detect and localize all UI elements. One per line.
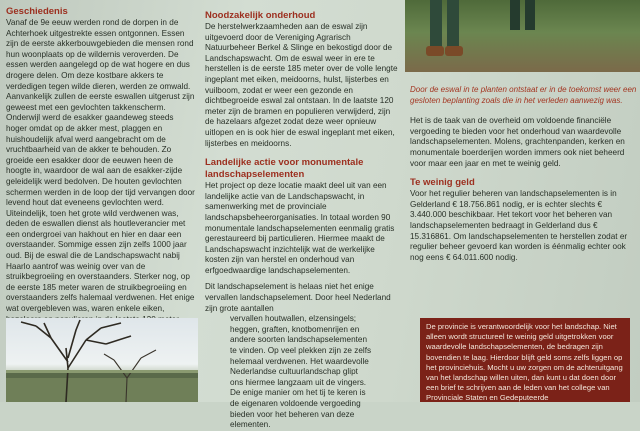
person-leg [447, 0, 459, 50]
government-text: Het is de taak van de overheid om voldoende financiële vergoeding te bieden voor het onderhoud van waardevolle landschapselementen. Molens, grachtenpanden, kerken en monumentale boerderijen worden immers ook niet beheerd voor maar een jaar en met te weinig geld. [410, 116, 625, 168]
person-leg [430, 0, 442, 50]
decay-text-a: Dit landschapselement is helaas niet het enige vervallen landschapselement. Door heel Nederland zijn grote aantallen [205, 282, 391, 313]
person-leg [525, 0, 535, 30]
history-heading: Geschiedenis [6, 6, 68, 17]
maintenance-text: De herstelwerkzaamheden aan de eswal zijn uitgevoerd door de Vereniging Agrarisch Natuurbeheer Berkel & Slinge en bekostigd door de Landschapswacht. Om de eswal weer in ere te herstellen is de eerste 185 meter over de volle lengte ingeplant met eiken, meidoorns, hulst, lijsterbes en vuilboom, zodat er weer een gezonde en dichtbegroeide eswal zal ontstaan. In de laatste 120 meter zijn de bramen en populieren verwijderd, zijn de hazelaars afgezet zodat deze weer opnieuw uitlopen en is ook hier de eswal ingeplant met eiken, lijsterbes en meidoorns. [205, 22, 398, 148]
planting-photo [405, 0, 640, 72]
money-heading: Te weinig geld [410, 177, 475, 189]
maintenance-heading: Noodzakelijk onderhoud [205, 10, 316, 21]
tree-illustration [6, 318, 198, 402]
column-history [6, 6, 196, 346]
photo-caption: Door de eswal in te planten ontstaat er in de toekomst weer een gesloten beplanting zoals die in het verleden aanwezig was. [410, 85, 637, 105]
tree-photo [6, 318, 198, 402]
national-action-text: Het project op deze locatie maakt deel uit van een landelijke actie van de Landschapswacht, in samenwerking met de provinciale landschapsbeheerorganisaties. In totaal worden 90 monumentale landschapselementen eenmalig gratis gerestaureerd bij particulieren. Hiermee maakt de Landschapswacht inzichtelijk wat de werkelijke kosten zijn van herstel en onderhoud van erfgoedwaardige landschapselementen. [205, 181, 395, 275]
province-callout-text: De provincie is verantwoordelijk voor het landschap. Niet alleen wordt structureel te weinig geld uitgetrokken voor waardevolle landschapselementen, de bedragen zijn bovendien te laag. Hierdoor blijft geld soms zelfs liggen op het provinciehuis. Mocht u uw zorgen om de achteruitgang van het landschap willen uiten, dan kunt u dat doen door een brief te schrijven aan de leden van het college van Provinciale Staten en Gedeputeerde [426, 322, 623, 403]
boot [445, 46, 463, 56]
column-money [410, 85, 638, 263]
national-action-heading: Landelijke actie voor monumentale landschapselementen [205, 157, 364, 181]
column-maintenance [205, 10, 400, 431]
history-text: Vanaf de 9e eeuw werden rond de dorpen in de Achterhoek uitgestrekte essen ontgonnen. Essen zijn de eerste akkerbouwgebieden die mensen rond hun woonplaats op de wildernis veroverden. De essen werden aangelegd op de wat hogere en dus drogere delen. Om deze kostbare akkers te verdedigen tegen wilde dieren, werden ze omwald. Aanvankelijk zullen de eerste eswallen uitgerust zijn geweest met een gevlochten takkenscherm. Onderwijl werd de esakker gaandeweg steeds hoger omdat op de akker mest, plaggen en huishoudelijk afval werd aangebracht om de vruchtbaarheid van de akker te behouden. Zo groeide een esakker door de eeuwen heen de hoogte in, waardoor de wal aan de esakker-zijde geleidelijk werd bedolven. De houten gevlochten schermen werden in de loop der tijd vervangen door levend hout dat eveneens gevlochten werd. Uiteindelijk, toen het grote wild verdwenen was, deden de eswallen dienst als houtleverancier met een ondergroei van hakhout en hier en daar een overstaander. Sommige essen zijn zelfs 1000 jaar oud. Bij de eswal die de Landschapswacht nabij Haarlo aantrof was weinig over van de struikbegroeiing en overstaanders. Sterker nog, op de eerste 185 meter waren de struikbegroeiing en overstaanders zelfs halemaal verdwenen. Het enige wat overgebleven was, waren enkele eiken, [6, 18, 195, 314]
money-text: Voor het regulier beheren van landschapselementen is in Gelderland € 18.756.861 nodig, er is echter slechts € 3.440.000 beschikbaar. Het tekort voor het beheren van landschapselementen bedraagt in Gelderland dus € 15.316861. Om landschapselementen te herstellen zodat er regulier beheer gevoerd kan worden is éénmalig echter ook nog eens € 64.011.600 nodig. [410, 189, 628, 262]
decay-text-b: vervallen houtwallen, elzensingels; heggen, graften, knotbomenrijen en andere soorten landschapselementen te vinden. Op veel plekken zijn ze zelfs helemaal verdwenen. Het waardevolle Nederlandse cultuurlandschap glipt ons hiermee langzaam uit de vingers. De enige manier om het tij te keren is de eigenaren voldoende vergoeding bieden voor het beheren van deze elementen. [230, 314, 372, 430]
boot [426, 46, 444, 56]
province-callout [420, 318, 630, 402]
person-leg [510, 0, 520, 30]
